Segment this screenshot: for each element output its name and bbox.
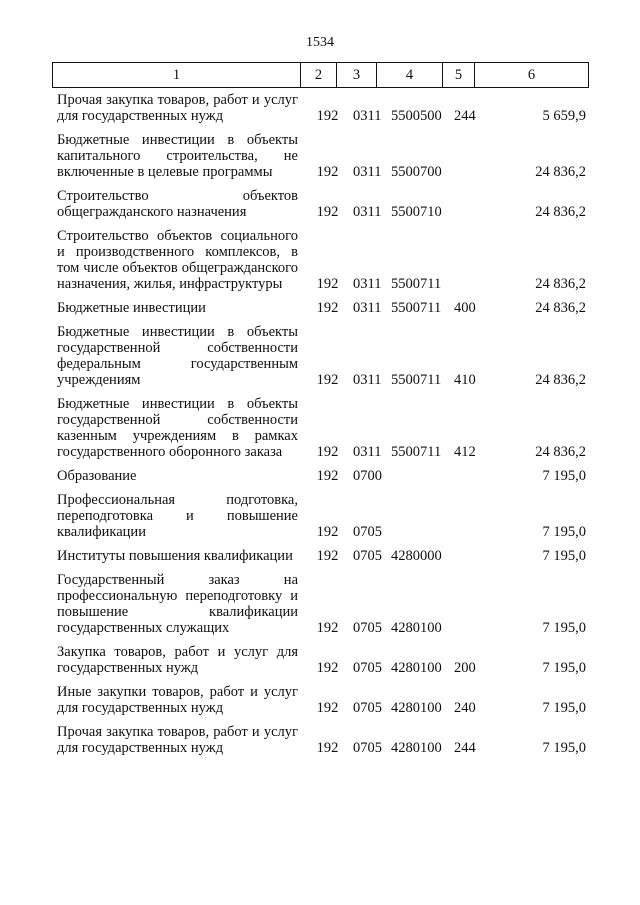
table-row — [52, 644, 588, 676]
row-description: Бюджетные инвестиции — [57, 300, 206, 316]
table-row — [52, 132, 588, 180]
column-header-3: 3 — [337, 63, 377, 88]
row-description: Бюджетные инвестиции в объекты государственной собственности федеральным государственным учреждениям — [57, 324, 298, 388]
row-code-target: 5500711 — [391, 372, 442, 388]
row-code-target: 4280100 — [391, 620, 442, 636]
row-code-ministry: 192 — [316, 372, 339, 388]
table-row — [52, 492, 588, 540]
row-code-section: 0311 — [353, 276, 382, 292]
table-row — [52, 684, 588, 716]
row-code-section: 0705 — [353, 548, 382, 564]
row-description: Прочая закупка товаров, работ и услуг для государственных нужд — [57, 724, 298, 756]
row-code-expense-type: 244 — [454, 740, 476, 756]
table-row — [52, 188, 588, 220]
row-code-ministry: 192 — [316, 444, 339, 460]
row-code-expense-type: 410 — [454, 372, 476, 388]
table-row — [52, 396, 588, 460]
row-amount: 7 195,0 — [542, 700, 586, 716]
row-code-section: 0311 — [353, 300, 382, 316]
row-amount: 24 836,2 — [535, 276, 586, 292]
row-code-section: 0311 — [353, 372, 382, 388]
row-code-ministry: 192 — [316, 204, 339, 220]
row-code-ministry: 192 — [316, 700, 339, 716]
row-code-section: 0705 — [353, 660, 382, 676]
table-row — [52, 548, 588, 564]
row-code-ministry: 192 — [316, 164, 339, 180]
row-code-target: 4280100 — [391, 700, 442, 716]
row-description: Государственный заказ на профессиональную переподготовку и повышение квалификации государственных служащих — [57, 572, 298, 636]
row-code-ministry: 192 — [316, 276, 339, 292]
row-code-ministry: 192 — [316, 524, 339, 540]
row-code-target: 5500710 — [391, 204, 442, 220]
row-description: Бюджетные инвестиции в объекты капитального строительства, не включенные в целевые программы — [57, 132, 298, 180]
column-header-4: 4 — [377, 63, 443, 88]
row-description: Образование — [57, 468, 137, 484]
row-code-expense-type: 244 — [454, 108, 476, 124]
row-description: Закупка товаров, работ и услуг для государственных нужд — [57, 644, 298, 676]
page-number: 1534 — [306, 35, 334, 50]
row-code-section: 0311 — [353, 204, 382, 220]
row-code-target: 5500500 — [391, 108, 442, 124]
row-amount: 24 836,2 — [535, 444, 586, 460]
row-code-expense-type: 200 — [454, 660, 476, 676]
row-description: Институты повышения квалификации — [57, 548, 293, 564]
column-header-6: 6 — [475, 63, 589, 88]
table-row — [52, 92, 588, 124]
row-code-target: 5500711 — [391, 300, 442, 316]
row-code-ministry: 192 — [316, 300, 339, 316]
row-amount: 7 195,0 — [542, 660, 586, 676]
row-code-target: 5500711 — [391, 276, 442, 292]
table-row — [52, 324, 588, 388]
column-header-5: 5 — [443, 63, 475, 88]
row-code-target: 5500700 — [391, 164, 442, 180]
row-code-section: 0311 — [353, 164, 382, 180]
row-amount: 24 836,2 — [535, 300, 586, 316]
row-code-target: 4280000 — [391, 548, 442, 564]
row-code-ministry: 192 — [316, 740, 339, 756]
budget-rows — [52, 92, 588, 764]
table-row — [52, 300, 588, 316]
row-code-target: 4280100 — [391, 660, 442, 676]
row-amount: 7 195,0 — [542, 620, 586, 636]
row-code-section: 0705 — [353, 620, 382, 636]
row-code-expense-type: 412 — [454, 444, 476, 460]
row-code-ministry: 192 — [316, 468, 339, 484]
row-code-ministry: 192 — [316, 548, 339, 564]
row-amount: 7 195,0 — [542, 468, 586, 484]
column-header-2: 2 — [301, 63, 337, 88]
row-amount: 7 195,0 — [542, 740, 586, 756]
row-code-target: 5500711 — [391, 444, 442, 460]
row-amount: 24 836,2 — [535, 372, 586, 388]
row-code-expense-type: 400 — [454, 300, 476, 316]
row-code-section: 0700 — [353, 468, 382, 484]
row-description: Профессиональная подготовка, переподготовка и повышение квалификации — [57, 492, 298, 540]
row-description: Бюджетные инвестиции в объекты государственной собственности казенным учреждениям в рамках государственного оборонного заказа — [57, 396, 298, 460]
row-code-section: 0705 — [353, 524, 382, 540]
column-header-table — [52, 62, 589, 88]
row-code-ministry: 192 — [316, 660, 339, 676]
row-description: Строительство объектов общегражданского назначения — [57, 188, 298, 220]
row-code-section: 0311 — [353, 108, 382, 124]
row-amount: 5 659,9 — [542, 108, 586, 124]
row-code-ministry: 192 — [316, 108, 339, 124]
column-header-row — [53, 63, 589, 88]
table-row — [52, 724, 588, 756]
table-row — [52, 572, 588, 636]
row-amount: 7 195,0 — [542, 524, 586, 540]
column-header-1: 1 — [53, 63, 301, 88]
row-code-target: 4280100 — [391, 740, 442, 756]
table-row — [52, 468, 588, 484]
row-description: Строительство объектов социального и производственного комплексов, в том числе объектов общегражданского назначения, жилья, инфраструктуры — [57, 228, 298, 292]
row-code-section: 0705 — [353, 740, 382, 756]
row-code-ministry: 192 — [316, 620, 339, 636]
row-amount: 7 195,0 — [542, 548, 586, 564]
row-description: Иные закупки товаров, работ и услуг для государственных нужд — [57, 684, 298, 716]
row-code-section: 0705 — [353, 700, 382, 716]
table-row — [52, 228, 588, 292]
row-code-section: 0311 — [353, 444, 382, 460]
row-amount: 24 836,2 — [535, 204, 586, 220]
row-code-expense-type: 240 — [454, 700, 476, 716]
row-description: Прочая закупка товаров, работ и услуг для государственных нужд — [57, 92, 298, 124]
row-amount: 24 836,2 — [535, 164, 586, 180]
